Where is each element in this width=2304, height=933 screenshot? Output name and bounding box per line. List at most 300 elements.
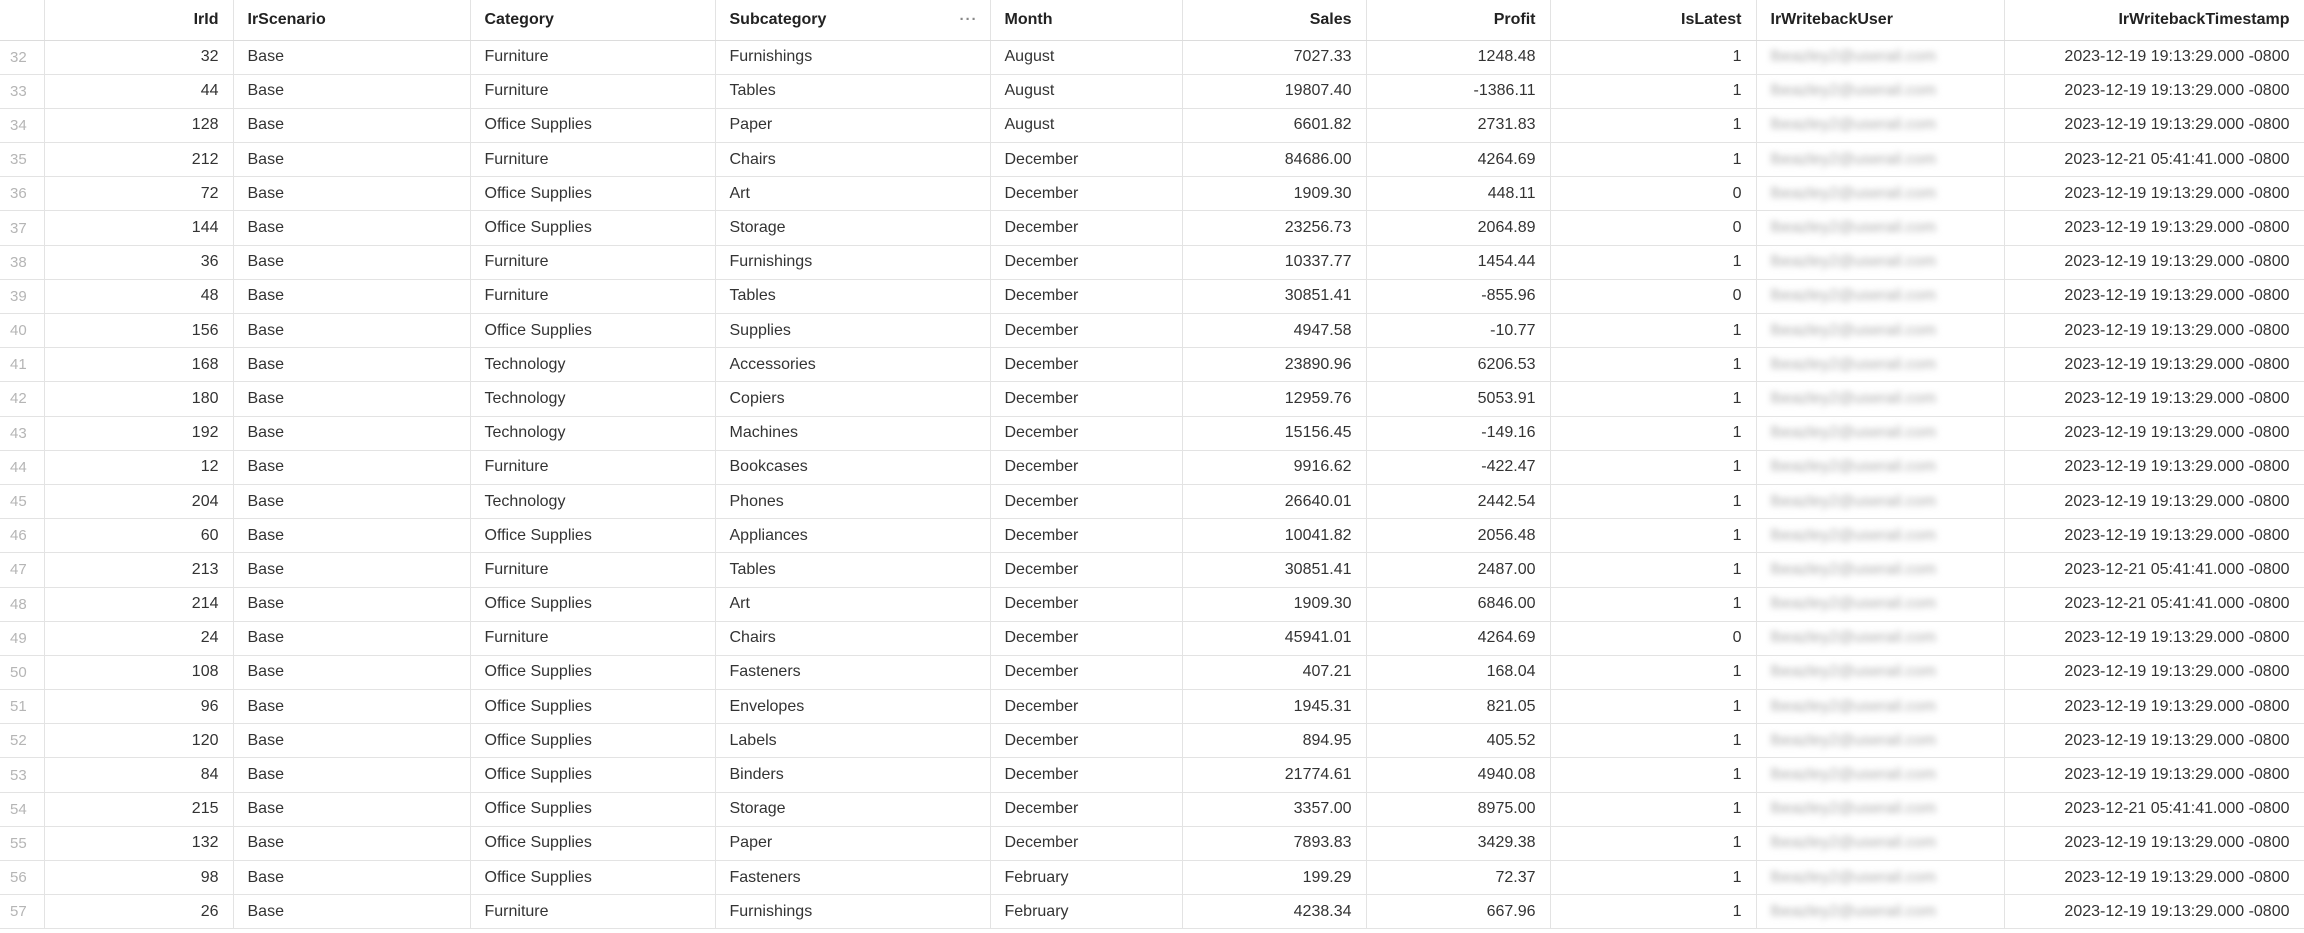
subcategory-cell[interactable]: Fasteners bbox=[715, 861, 990, 895]
profit-cell[interactable]: 8975.00 bbox=[1366, 792, 1550, 826]
irscenario-cell[interactable]: Base bbox=[233, 279, 470, 313]
irscenario-cell[interactable]: Base bbox=[233, 861, 470, 895]
subcategory-cell[interactable]: Chairs bbox=[715, 143, 990, 177]
table-row[interactable] bbox=[0, 655, 2304, 689]
irid-cell[interactable]: 32 bbox=[44, 40, 233, 74]
row-number-cell[interactable]: 49 bbox=[0, 621, 44, 655]
sales-cell[interactable]: 9916.62 bbox=[1182, 450, 1366, 484]
subcategory-cell[interactable]: Furnishings bbox=[715, 895, 990, 929]
column-header-irwritebacktimestamp[interactable]: IrWritebackTimestamp bbox=[2004, 0, 2304, 40]
sales-cell[interactable]: 3357.00 bbox=[1182, 792, 1366, 826]
row-number-cell[interactable]: 57 bbox=[0, 895, 44, 929]
sales-cell[interactable]: 407.21 bbox=[1182, 655, 1366, 689]
row-number-cell[interactable]: 56 bbox=[0, 861, 44, 895]
irwritebacktimestamp-cell[interactable]: 2023-12-19 19:13:29.000 -0800 bbox=[2004, 519, 2304, 553]
irwritebackuser-cell[interactable]: lbeazley2@userail.com bbox=[1756, 484, 2004, 518]
table-row[interactable] bbox=[0, 621, 2304, 655]
profit-cell[interactable]: 6846.00 bbox=[1366, 587, 1550, 621]
table-row[interactable] bbox=[0, 245, 2304, 279]
profit-cell[interactable]: 448.11 bbox=[1366, 177, 1550, 211]
row-number-cell[interactable]: 34 bbox=[0, 108, 44, 142]
column-header-irwritebackuser[interactable]: IrWritebackUser bbox=[1756, 0, 2004, 40]
irwritebacktimestamp-cell[interactable]: 2023-12-21 05:41:41.000 -0800 bbox=[2004, 587, 2304, 621]
table-row[interactable] bbox=[0, 519, 2304, 553]
irwritebackuser-cell[interactable]: lbeazley2@userail.com bbox=[1756, 621, 2004, 655]
subcategory-cell[interactable]: Storage bbox=[715, 211, 990, 245]
table-row[interactable] bbox=[0, 314, 2304, 348]
islatest-cell[interactable]: 1 bbox=[1550, 484, 1756, 518]
irwritebackuser-cell[interactable]: lbeazley2@userail.com bbox=[1756, 895, 2004, 929]
row-number-cell[interactable]: 41 bbox=[0, 348, 44, 382]
table-row[interactable] bbox=[0, 826, 2304, 860]
column-header-irid[interactable]: IrId bbox=[44, 0, 233, 40]
irid-cell[interactable]: 24 bbox=[44, 621, 233, 655]
subcategory-cell[interactable]: Copiers bbox=[715, 382, 990, 416]
sales-cell[interactable]: 199.29 bbox=[1182, 861, 1366, 895]
month-cell[interactable]: December bbox=[990, 655, 1182, 689]
table-row[interactable] bbox=[0, 108, 2304, 142]
irid-cell[interactable]: 213 bbox=[44, 553, 233, 587]
irwritebacktimestamp-cell[interactable]: 2023-12-19 19:13:29.000 -0800 bbox=[2004, 621, 2304, 655]
irscenario-cell[interactable]: Base bbox=[233, 245, 470, 279]
row-number-cell[interactable]: 33 bbox=[0, 74, 44, 108]
subcategory-cell[interactable]: Fasteners bbox=[715, 655, 990, 689]
column-header-irscenario[interactable]: IrScenario bbox=[233, 0, 470, 40]
irid-cell[interactable]: 212 bbox=[44, 143, 233, 177]
irscenario-cell[interactable]: Base bbox=[233, 40, 470, 74]
irid-cell[interactable]: 120 bbox=[44, 724, 233, 758]
sales-cell[interactable]: 30851.41 bbox=[1182, 553, 1366, 587]
islatest-cell[interactable]: 1 bbox=[1550, 40, 1756, 74]
irscenario-cell[interactable]: Base bbox=[233, 553, 470, 587]
sales-cell[interactable]: 21774.61 bbox=[1182, 758, 1366, 792]
irid-cell[interactable]: 108 bbox=[44, 655, 233, 689]
subcategory-cell[interactable]: Bookcases bbox=[715, 450, 990, 484]
irscenario-cell[interactable]: Base bbox=[233, 314, 470, 348]
month-cell[interactable]: December bbox=[990, 484, 1182, 518]
category-cell[interactable]: Office Supplies bbox=[470, 177, 715, 211]
profit-cell[interactable]: -422.47 bbox=[1366, 450, 1550, 484]
irwritebackuser-cell[interactable]: lbeazley2@userail.com bbox=[1756, 314, 2004, 348]
irwritebacktimestamp-cell[interactable]: 2023-12-21 05:41:41.000 -0800 bbox=[2004, 143, 2304, 177]
irwritebackuser-cell[interactable]: lbeazley2@userail.com bbox=[1756, 587, 2004, 621]
profit-cell[interactable]: 667.96 bbox=[1366, 895, 1550, 929]
profit-cell[interactable]: 2442.54 bbox=[1366, 484, 1550, 518]
islatest-cell[interactable]: 0 bbox=[1550, 621, 1756, 655]
row-number-cell[interactable]: 37 bbox=[0, 211, 44, 245]
sales-cell[interactable]: 7027.33 bbox=[1182, 40, 1366, 74]
category-cell[interactable]: Furniture bbox=[470, 621, 715, 655]
table-row[interactable] bbox=[0, 211, 2304, 245]
profit-cell[interactable]: 3429.38 bbox=[1366, 826, 1550, 860]
islatest-cell[interactable]: 1 bbox=[1550, 450, 1756, 484]
month-cell[interactable]: December bbox=[990, 177, 1182, 211]
subcategory-cell[interactable]: Phones bbox=[715, 484, 990, 518]
category-cell[interactable]: Office Supplies bbox=[470, 211, 715, 245]
irscenario-cell[interactable]: Base bbox=[233, 792, 470, 826]
sales-cell[interactable]: 1909.30 bbox=[1182, 177, 1366, 211]
irwritebacktimestamp-cell[interactable]: 2023-12-19 19:13:29.000 -0800 bbox=[2004, 108, 2304, 142]
sales-cell[interactable]: 84686.00 bbox=[1182, 143, 1366, 177]
irscenario-cell[interactable]: Base bbox=[233, 826, 470, 860]
category-cell[interactable]: Furniture bbox=[470, 74, 715, 108]
category-cell[interactable]: Office Supplies bbox=[470, 519, 715, 553]
irwritebackuser-cell[interactable]: lbeazley2@userail.com bbox=[1756, 655, 2004, 689]
subcategory-cell[interactable]: Furnishings bbox=[715, 245, 990, 279]
irwritebackuser-cell[interactable]: lbeazley2@userail.com bbox=[1756, 211, 2004, 245]
profit-cell[interactable]: 4940.08 bbox=[1366, 758, 1550, 792]
row-number-cell[interactable]: 43 bbox=[0, 416, 44, 450]
islatest-cell[interactable]: 1 bbox=[1550, 724, 1756, 758]
irwritebacktimestamp-cell[interactable]: 2023-12-19 19:13:29.000 -0800 bbox=[2004, 314, 2304, 348]
irwritebacktimestamp-cell[interactable]: 2023-12-19 19:13:29.000 -0800 bbox=[2004, 690, 2304, 724]
sales-cell[interactable]: 10041.82 bbox=[1182, 519, 1366, 553]
row-number-cell[interactable]: 52 bbox=[0, 724, 44, 758]
profit-cell[interactable]: 72.37 bbox=[1366, 861, 1550, 895]
islatest-cell[interactable]: 1 bbox=[1550, 108, 1756, 142]
category-cell[interactable]: Furniture bbox=[470, 279, 715, 313]
irid-cell[interactable]: 214 bbox=[44, 587, 233, 621]
table-row[interactable] bbox=[0, 587, 2304, 621]
subcategory-cell[interactable]: Appliances bbox=[715, 519, 990, 553]
month-cell[interactable]: December bbox=[990, 382, 1182, 416]
category-cell[interactable]: Office Supplies bbox=[470, 690, 715, 724]
islatest-cell[interactable]: 0 bbox=[1550, 211, 1756, 245]
subcategory-cell[interactable]: Tables bbox=[715, 74, 990, 108]
irid-cell[interactable]: 60 bbox=[44, 519, 233, 553]
islatest-cell[interactable]: 1 bbox=[1550, 382, 1756, 416]
subcategory-cell[interactable]: Chairs bbox=[715, 621, 990, 655]
irwritebacktimestamp-cell[interactable]: 2023-12-19 19:13:29.000 -0800 bbox=[2004, 177, 2304, 211]
column-header-category[interactable]: Category bbox=[470, 0, 715, 40]
subcategory-cell[interactable]: Furnishings bbox=[715, 40, 990, 74]
irwritebacktimestamp-cell[interactable]: 2023-12-19 19:13:29.000 -0800 bbox=[2004, 450, 2304, 484]
subcategory-cell[interactable]: Paper bbox=[715, 826, 990, 860]
islatest-cell[interactable]: 1 bbox=[1550, 143, 1756, 177]
irid-cell[interactable]: 144 bbox=[44, 211, 233, 245]
irwritebackuser-cell[interactable]: lbeazley2@userail.com bbox=[1756, 279, 2004, 313]
table-row[interactable] bbox=[0, 416, 2304, 450]
profit-cell[interactable]: 2056.48 bbox=[1366, 519, 1550, 553]
column-header-subcategory[interactable] bbox=[715, 0, 990, 40]
row-number-cell[interactable]: 50 bbox=[0, 655, 44, 689]
irwritebackuser-cell[interactable]: lbeazley2@userail.com bbox=[1756, 826, 2004, 860]
irwritebacktimestamp-cell[interactable]: 2023-12-19 19:13:29.000 -0800 bbox=[2004, 655, 2304, 689]
irwritebackuser-cell[interactable]: lbeazley2@userail.com bbox=[1756, 690, 2004, 724]
profit-cell[interactable]: 1248.48 bbox=[1366, 40, 1550, 74]
subcategory-cell[interactable]: Art bbox=[715, 587, 990, 621]
irwritebacktimestamp-cell[interactable]: 2023-12-19 19:13:29.000 -0800 bbox=[2004, 861, 2304, 895]
islatest-cell[interactable]: 1 bbox=[1550, 826, 1756, 860]
profit-cell[interactable]: 4264.69 bbox=[1366, 621, 1550, 655]
islatest-cell[interactable]: 1 bbox=[1550, 655, 1756, 689]
irid-cell[interactable]: 72 bbox=[44, 177, 233, 211]
irwritebacktimestamp-cell[interactable]: 2023-12-19 19:13:29.000 -0800 bbox=[2004, 40, 2304, 74]
sales-cell[interactable]: 26640.01 bbox=[1182, 484, 1366, 518]
sales-cell[interactable]: 23256.73 bbox=[1182, 211, 1366, 245]
subcategory-cell[interactable]: Paper bbox=[715, 108, 990, 142]
profit-cell[interactable]: 5053.91 bbox=[1366, 382, 1550, 416]
irwritebacktimestamp-cell[interactable]: 2023-12-19 19:13:29.000 -0800 bbox=[2004, 758, 2304, 792]
month-cell[interactable]: December bbox=[990, 416, 1182, 450]
table-row[interactable] bbox=[0, 40, 2304, 74]
month-cell[interactable]: December bbox=[990, 348, 1182, 382]
islatest-cell[interactable]: 1 bbox=[1550, 74, 1756, 108]
profit-cell[interactable]: 168.04 bbox=[1366, 655, 1550, 689]
row-number-cell[interactable]: 55 bbox=[0, 826, 44, 860]
category-cell[interactable]: Office Supplies bbox=[470, 655, 715, 689]
irid-cell[interactable]: 180 bbox=[44, 382, 233, 416]
sales-cell[interactable]: 1909.30 bbox=[1182, 587, 1366, 621]
irid-cell[interactable]: 215 bbox=[44, 792, 233, 826]
table-row[interactable] bbox=[0, 143, 2304, 177]
subcategory-cell[interactable]: Art bbox=[715, 177, 990, 211]
category-cell[interactable]: Office Supplies bbox=[470, 758, 715, 792]
month-cell[interactable]: December bbox=[990, 690, 1182, 724]
table-row[interactable] bbox=[0, 450, 2304, 484]
category-cell[interactable]: Furniture bbox=[470, 143, 715, 177]
row-number-cell[interactable]: 54 bbox=[0, 792, 44, 826]
irwritebackuser-cell[interactable]: lbeazley2@userail.com bbox=[1756, 245, 2004, 279]
irwritebackuser-cell[interactable]: lbeazley2@userail.com bbox=[1756, 40, 2004, 74]
subcategory-cell[interactable]: Tables bbox=[715, 553, 990, 587]
column-header-islatest[interactable]: IsLatest bbox=[1550, 0, 1756, 40]
irwritebacktimestamp-cell[interactable]: 2023-12-19 19:13:29.000 -0800 bbox=[2004, 484, 2304, 518]
category-cell[interactable]: Office Supplies bbox=[470, 587, 715, 621]
month-cell[interactable]: December bbox=[990, 279, 1182, 313]
category-cell[interactable]: Furniture bbox=[470, 40, 715, 74]
month-cell[interactable]: December bbox=[990, 621, 1182, 655]
islatest-cell[interactable]: 1 bbox=[1550, 792, 1756, 826]
profit-cell[interactable]: -1386.11 bbox=[1366, 74, 1550, 108]
row-number-cell[interactable]: 40 bbox=[0, 314, 44, 348]
row-number-cell[interactable]: 36 bbox=[0, 177, 44, 211]
irid-cell[interactable]: 96 bbox=[44, 690, 233, 724]
irwritebackuser-cell[interactable]: lbeazley2@userail.com bbox=[1756, 74, 2004, 108]
irwritebacktimestamp-cell[interactable]: 2023-12-19 19:13:29.000 -0800 bbox=[2004, 211, 2304, 245]
irid-cell[interactable]: 84 bbox=[44, 758, 233, 792]
month-cell[interactable]: December bbox=[990, 758, 1182, 792]
row-number-cell[interactable]: 39 bbox=[0, 279, 44, 313]
islatest-cell[interactable]: 1 bbox=[1550, 690, 1756, 724]
irwritebacktimestamp-cell[interactable]: 2023-12-19 19:13:29.000 -0800 bbox=[2004, 895, 2304, 929]
table-row[interactable] bbox=[0, 553, 2304, 587]
row-number-cell[interactable]: 35 bbox=[0, 143, 44, 177]
table-row[interactable] bbox=[0, 895, 2304, 929]
column-header-profit[interactable]: Profit bbox=[1366, 0, 1550, 40]
profit-cell[interactable]: 405.52 bbox=[1366, 724, 1550, 758]
column-header-month[interactable]: Month bbox=[990, 0, 1182, 40]
category-cell[interactable]: Technology bbox=[470, 416, 715, 450]
irwritebackuser-cell[interactable]: lbeazley2@userail.com bbox=[1756, 861, 2004, 895]
irscenario-cell[interactable]: Base bbox=[233, 895, 470, 929]
month-cell[interactable]: December bbox=[990, 245, 1182, 279]
irwritebacktimestamp-cell[interactable]: 2023-12-19 19:13:29.000 -0800 bbox=[2004, 416, 2304, 450]
islatest-cell[interactable]: 1 bbox=[1550, 245, 1756, 279]
sales-cell[interactable]: 12959.76 bbox=[1182, 382, 1366, 416]
subcategory-cell[interactable]: Binders bbox=[715, 758, 990, 792]
row-number-cell[interactable]: 51 bbox=[0, 690, 44, 724]
profit-cell[interactable]: 2731.83 bbox=[1366, 108, 1550, 142]
subcategory-cell[interactable]: Labels bbox=[715, 724, 990, 758]
profit-cell[interactable]: -149.16 bbox=[1366, 416, 1550, 450]
table-row[interactable] bbox=[0, 177, 2304, 211]
column-header-sales[interactable]: Sales bbox=[1182, 0, 1366, 40]
table-row[interactable] bbox=[0, 382, 2304, 416]
month-cell[interactable]: December bbox=[990, 450, 1182, 484]
irwritebacktimestamp-cell[interactable]: 2023-12-19 19:13:29.000 -0800 bbox=[2004, 279, 2304, 313]
irid-cell[interactable]: 128 bbox=[44, 108, 233, 142]
category-cell[interactable]: Office Supplies bbox=[470, 861, 715, 895]
profit-cell[interactable]: 2064.89 bbox=[1366, 211, 1550, 245]
month-cell[interactable]: December bbox=[990, 826, 1182, 860]
sales-cell[interactable]: 10337.77 bbox=[1182, 245, 1366, 279]
irscenario-cell[interactable]: Base bbox=[233, 484, 470, 518]
profit-cell[interactable]: 821.05 bbox=[1366, 690, 1550, 724]
irscenario-cell[interactable]: Base bbox=[233, 655, 470, 689]
table-row[interactable] bbox=[0, 279, 2304, 313]
irwritebackuser-cell[interactable]: lbeazley2@userail.com bbox=[1756, 758, 2004, 792]
row-number-cell[interactable]: 46 bbox=[0, 519, 44, 553]
table-row[interactable] bbox=[0, 484, 2304, 518]
profit-cell[interactable]: 2487.00 bbox=[1366, 553, 1550, 587]
row-number-cell[interactable]: 44 bbox=[0, 450, 44, 484]
islatest-cell[interactable]: 1 bbox=[1550, 895, 1756, 929]
irscenario-cell[interactable]: Base bbox=[233, 690, 470, 724]
sales-cell[interactable]: 4947.58 bbox=[1182, 314, 1366, 348]
irscenario-cell[interactable]: Base bbox=[233, 724, 470, 758]
islatest-cell[interactable]: 1 bbox=[1550, 314, 1756, 348]
category-cell[interactable]: Office Supplies bbox=[470, 108, 715, 142]
irscenario-cell[interactable]: Base bbox=[233, 758, 470, 792]
irid-cell[interactable]: 36 bbox=[44, 245, 233, 279]
irscenario-cell[interactable]: Base bbox=[233, 177, 470, 211]
sales-cell[interactable]: 15156.45 bbox=[1182, 416, 1366, 450]
row-number-cell[interactable]: 42 bbox=[0, 382, 44, 416]
month-cell[interactable]: December bbox=[990, 519, 1182, 553]
irid-cell[interactable]: 44 bbox=[44, 74, 233, 108]
category-cell[interactable]: Office Supplies bbox=[470, 792, 715, 826]
irid-cell[interactable]: 132 bbox=[44, 826, 233, 860]
irwritebackuser-cell[interactable]: lbeazley2@userail.com bbox=[1756, 553, 2004, 587]
islatest-cell[interactable]: 1 bbox=[1550, 519, 1756, 553]
irscenario-cell[interactable]: Base bbox=[233, 108, 470, 142]
irid-cell[interactable]: 168 bbox=[44, 348, 233, 382]
irwritebacktimestamp-cell[interactable]: 2023-12-19 19:13:29.000 -0800 bbox=[2004, 826, 2304, 860]
subcategory-cell[interactable]: Accessories bbox=[715, 348, 990, 382]
row-number-cell[interactable]: 48 bbox=[0, 587, 44, 621]
irid-cell[interactable]: 192 bbox=[44, 416, 233, 450]
sales-cell[interactable]: 45941.01 bbox=[1182, 621, 1366, 655]
sales-cell[interactable]: 30851.41 bbox=[1182, 279, 1366, 313]
irwritebacktimestamp-cell[interactable]: 2023-12-21 05:41:41.000 -0800 bbox=[2004, 792, 2304, 826]
islatest-cell[interactable]: 1 bbox=[1550, 553, 1756, 587]
row-number-cell[interactable]: 32 bbox=[0, 40, 44, 74]
irwritebackuser-cell[interactable]: lbeazley2@userail.com bbox=[1756, 416, 2004, 450]
month-cell[interactable]: December bbox=[990, 587, 1182, 621]
irwritebacktimestamp-cell[interactable]: 2023-12-21 05:41:41.000 -0800 bbox=[2004, 553, 2304, 587]
profit-cell[interactable]: -10.77 bbox=[1366, 314, 1550, 348]
irscenario-cell[interactable]: Base bbox=[233, 382, 470, 416]
category-cell[interactable]: Technology bbox=[470, 348, 715, 382]
subcategory-cell[interactable]: Storage bbox=[715, 792, 990, 826]
irwritebacktimestamp-cell[interactable]: 2023-12-19 19:13:29.000 -0800 bbox=[2004, 245, 2304, 279]
profit-cell[interactable]: 1454.44 bbox=[1366, 245, 1550, 279]
irwritebackuser-cell[interactable]: lbeazley2@userail.com bbox=[1756, 792, 2004, 826]
month-cell[interactable]: December bbox=[990, 724, 1182, 758]
category-cell[interactable]: Office Supplies bbox=[470, 826, 715, 860]
category-cell[interactable]: Technology bbox=[470, 484, 715, 518]
profit-cell[interactable]: 6206.53 bbox=[1366, 348, 1550, 382]
more-horizontal-icon[interactable]: ··· bbox=[959, 11, 978, 28]
irscenario-cell[interactable]: Base bbox=[233, 450, 470, 484]
category-cell[interactable]: Furniture bbox=[470, 245, 715, 279]
irwritebacktimestamp-cell[interactable]: 2023-12-19 19:13:29.000 -0800 bbox=[2004, 724, 2304, 758]
month-cell[interactable]: December bbox=[990, 314, 1182, 348]
irid-cell[interactable]: 12 bbox=[44, 450, 233, 484]
sales-cell[interactable]: 7893.83 bbox=[1182, 826, 1366, 860]
irwritebackuser-cell[interactable]: lbeazley2@userail.com bbox=[1756, 450, 2004, 484]
irscenario-cell[interactable]: Base bbox=[233, 416, 470, 450]
irwritebackuser-cell[interactable]: lbeazley2@userail.com bbox=[1756, 382, 2004, 416]
sales-cell[interactable]: 894.95 bbox=[1182, 724, 1366, 758]
irscenario-cell[interactable]: Base bbox=[233, 74, 470, 108]
sales-cell[interactable]: 19807.40 bbox=[1182, 74, 1366, 108]
category-cell[interactable]: Furniture bbox=[470, 553, 715, 587]
irscenario-cell[interactable]: Base bbox=[233, 348, 470, 382]
month-cell[interactable]: February bbox=[990, 895, 1182, 929]
category-cell[interactable]: Office Supplies bbox=[470, 724, 715, 758]
irid-cell[interactable]: 26 bbox=[44, 895, 233, 929]
irscenario-cell[interactable]: Base bbox=[233, 587, 470, 621]
month-cell[interactable]: August bbox=[990, 74, 1182, 108]
irscenario-cell[interactable]: Base bbox=[233, 143, 470, 177]
irwritebackuser-cell[interactable]: lbeazley2@userail.com bbox=[1756, 108, 2004, 142]
category-cell[interactable]: Furniture bbox=[470, 450, 715, 484]
irwritebacktimestamp-cell[interactable]: 2023-12-19 19:13:29.000 -0800 bbox=[2004, 348, 2304, 382]
table-row[interactable] bbox=[0, 792, 2304, 826]
month-cell[interactable]: December bbox=[990, 553, 1182, 587]
islatest-cell[interactable]: 0 bbox=[1550, 177, 1756, 211]
profit-cell[interactable]: 4264.69 bbox=[1366, 143, 1550, 177]
table-row[interactable] bbox=[0, 758, 2304, 792]
irwritebackuser-cell[interactable]: lbeazley2@userail.com bbox=[1756, 177, 2004, 211]
irid-cell[interactable]: 156 bbox=[44, 314, 233, 348]
month-cell[interactable]: August bbox=[990, 40, 1182, 74]
sales-cell[interactable]: 23890.96 bbox=[1182, 348, 1366, 382]
islatest-cell[interactable]: 1 bbox=[1550, 348, 1756, 382]
category-cell[interactable]: Furniture bbox=[470, 895, 715, 929]
category-cell[interactable]: Office Supplies bbox=[470, 314, 715, 348]
month-cell[interactable]: December bbox=[990, 211, 1182, 245]
irscenario-cell[interactable]: Base bbox=[233, 621, 470, 655]
sales-cell[interactable]: 6601.82 bbox=[1182, 108, 1366, 142]
table-row[interactable] bbox=[0, 861, 2304, 895]
subcategory-cell[interactable]: Tables bbox=[715, 279, 990, 313]
irwritebackuser-cell[interactable]: lbeazley2@userail.com bbox=[1756, 348, 2004, 382]
month-cell[interactable]: August bbox=[990, 108, 1182, 142]
table-row[interactable] bbox=[0, 690, 2304, 724]
subcategory-cell[interactable]: Envelopes bbox=[715, 690, 990, 724]
islatest-cell[interactable]: 1 bbox=[1550, 758, 1756, 792]
irwritebackuser-cell[interactable]: lbeazley2@userail.com bbox=[1756, 143, 2004, 177]
irwritebackuser-cell[interactable]: lbeazley2@userail.com bbox=[1756, 519, 2004, 553]
irid-cell[interactable]: 48 bbox=[44, 279, 233, 313]
table-row[interactable] bbox=[0, 348, 2304, 382]
subcategory-cell[interactable]: Supplies bbox=[715, 314, 990, 348]
irwritebacktimestamp-cell[interactable]: 2023-12-19 19:13:29.000 -0800 bbox=[2004, 382, 2304, 416]
irwritebacktimestamp-cell[interactable]: 2023-12-19 19:13:29.000 -0800 bbox=[2004, 74, 2304, 108]
